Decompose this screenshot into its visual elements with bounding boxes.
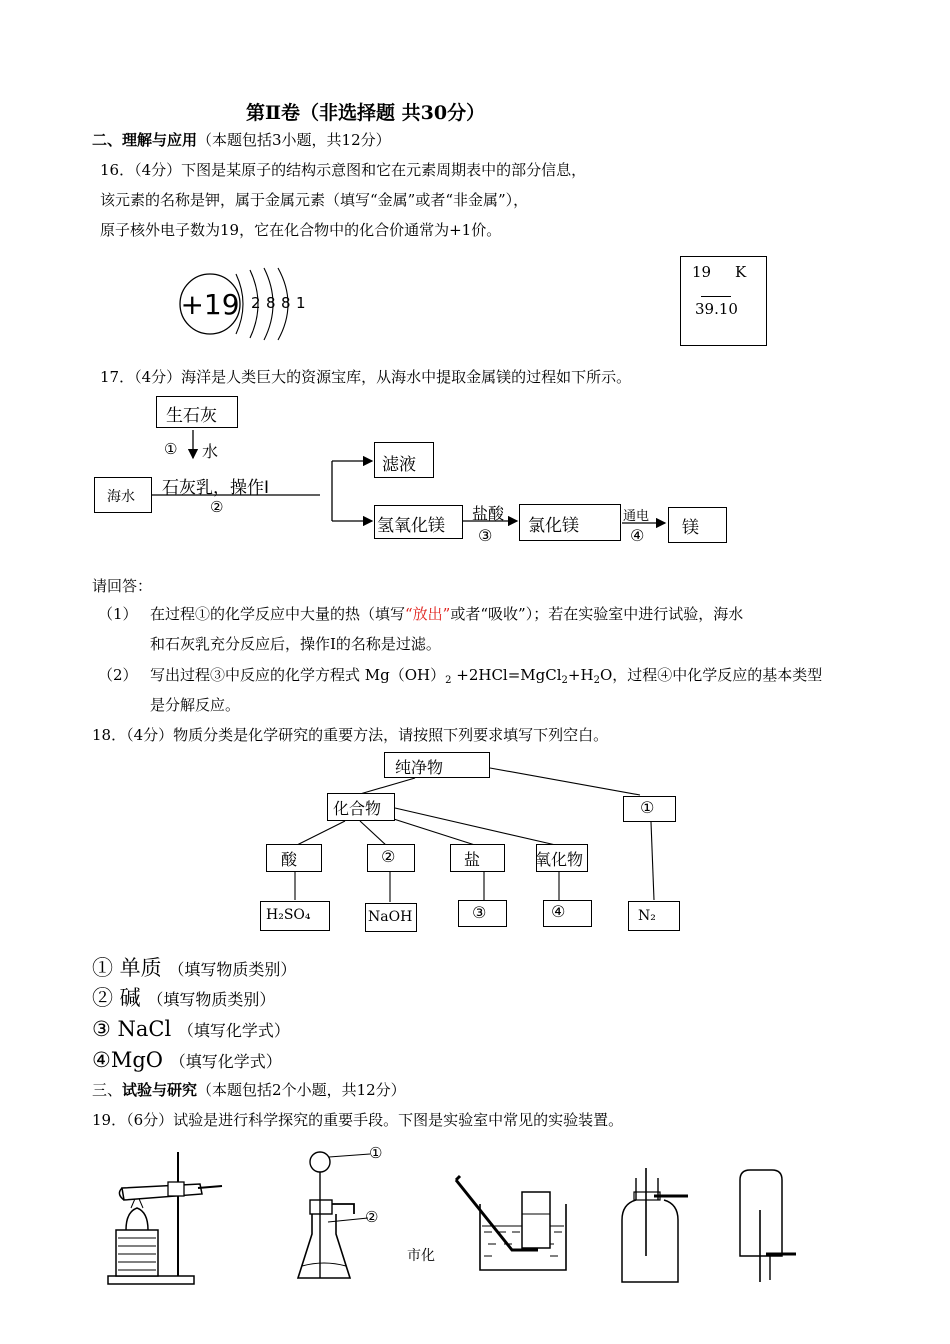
- q17-p2-sub3: 2: [561, 675, 568, 686]
- q18-stem: 18．（4分）物质分类是化学研究的重要方法，请按照下列要求填写下列空白。: [92, 726, 609, 744]
- q18-answer-3-hint: （填写化学式）: [177, 1021, 290, 1040]
- q17-stem: 17．（4分）海洋是人类巨大的资源宝库，从海水中提取金属镁的过程如下所示。: [100, 368, 632, 386]
- mgcl-label: 氯化镁: [528, 516, 579, 536]
- seawater-label: 海水: [107, 489, 135, 505]
- section2-note: （本题包括3小题，共12分）: [197, 131, 391, 149]
- step2-mark: ②: [210, 498, 224, 516]
- section3-label-b: 试验与研究: [122, 1081, 198, 1099]
- pure-substance-label: 纯净物: [395, 758, 444, 777]
- limemilk-label: 石灰乳，操作Ⅰ: [162, 478, 270, 498]
- q18-answer-1: [92, 955, 296, 983]
- q18-answer-3: [92, 1016, 290, 1044]
- apparatus-mark-2: ②: [365, 1208, 379, 1226]
- blank4-mark: ④: [551, 902, 566, 921]
- electric-label: 通电: [623, 509, 650, 524]
- magnesium-flow-diagram: [90, 392, 740, 552]
- classification-tree: [250, 748, 690, 938]
- atomic-mass: 39.10: [695, 300, 738, 318]
- q18-answer-1-hint: （填写物质类别）: [168, 960, 297, 979]
- q16-line1: 16．（4分）下图是某原子的结构示意图和它在元素周期表中的部分信息，: [100, 161, 587, 179]
- q17-p2-line2: 是分解反应。: [150, 696, 241, 714]
- naoh-label: NaOH: [368, 909, 413, 925]
- hcl-label: 盐酸: [472, 504, 505, 523]
- q17-p2-c: +H: [567, 666, 594, 684]
- element-symbol: K: [735, 263, 747, 281]
- mg-label: 镁: [682, 518, 699, 538]
- q17-p2-a: 写出过程③中反应的化学方程式 Mg（OH）: [150, 666, 446, 684]
- q17-p1-num: （1）: [98, 605, 138, 623]
- section3-heading: [92, 1080, 406, 1100]
- atom-structure-diagram: [170, 262, 320, 352]
- q17-p1-answer: “放出”: [405, 605, 451, 623]
- q17-p1-line2: 和石灰乳充分反应后，操作Ⅰ的名称是过滤。: [150, 635, 441, 653]
- paper-title: 第Ⅱ卷（非选择题 共30分）: [246, 102, 486, 124]
- acid-label: 酸: [281, 850, 298, 869]
- section3-label-a: 三、: [92, 1081, 123, 1099]
- q18-answer-4: [92, 1047, 282, 1075]
- q18-answer-2: [92, 985, 275, 1013]
- blank1-mark: ①: [640, 798, 655, 817]
- q17-p2-sub4: 2: [593, 675, 600, 686]
- apparatus-e-inverted-bottle: [730, 1164, 800, 1286]
- mgoh-label: 氢氧化镁: [377, 516, 445, 536]
- q18-answer-2-mark: ② 碱: [92, 986, 141, 1010]
- n2-label: N₂: [638, 908, 656, 924]
- salt-label: 盐: [464, 850, 481, 869]
- q16-line2: 该元素的名称是钾，属于金属元素（填写“金属”或者“非金属”），: [100, 191, 529, 209]
- answer-intro: 请回答：: [92, 577, 153, 595]
- h2so4-label: H₂SO₄: [266, 907, 311, 923]
- q19-stem: 19．（6分）试验是进行科学探究的重要手段。下图是实验室中常见的实验装置。: [92, 1111, 624, 1129]
- q17-p2-line1: [150, 665, 822, 691]
- atomic-number: 19: [692, 263, 712, 281]
- q17-p2-sub2: 2: [445, 675, 452, 686]
- compound-label: 化合物: [333, 799, 382, 818]
- apparatus-mark-1: ①: [369, 1144, 383, 1162]
- cell-divider: [701, 296, 731, 297]
- q16-line3: 原子核外电子数为19，它在化合物中的化合价通常为+1价。: [100, 221, 502, 239]
- step4-mark: ④: [630, 526, 645, 545]
- section2-heading: [92, 130, 391, 150]
- section2-label: 二、理解与应用: [92, 131, 198, 149]
- apparatus-d-gas-bottle: [618, 1164, 698, 1286]
- quicklime-label: 生石灰: [166, 406, 217, 426]
- step1-mark: ①: [164, 440, 178, 458]
- q17-p1-b: 或者“吸收”）；若在实验室中进行试验，海水: [450, 605, 744, 623]
- apparatus-a-heating-tube: [98, 1148, 228, 1290]
- periodic-table-cell: [680, 256, 767, 346]
- q17-p2-d: O，过程④中化学反应的基本类型: [599, 666, 823, 684]
- step3-mark: ③: [478, 526, 493, 545]
- q18-answer-4-hint: （填写化学式）: [169, 1052, 282, 1071]
- apparatus-c-water-trough: [450, 1170, 570, 1274]
- shell-count-3: 8: [281, 294, 291, 312]
- q17-p2-num: （2）: [98, 666, 138, 684]
- filtrate-label: 滤液: [382, 455, 416, 475]
- shell-count-4: 1: [296, 294, 306, 312]
- oxide-label: 氧化物: [535, 850, 584, 869]
- watermark-text: 市化: [407, 1248, 435, 1264]
- blank2-mark: ②: [381, 847, 396, 866]
- q17-p2-b: +2HCl=MgCl: [451, 666, 562, 684]
- q18-answer-1-mark: ① 单质: [92, 956, 162, 980]
- q17-p1-line1: [150, 604, 743, 624]
- blank3-mark: ③: [472, 903, 487, 922]
- nucleus-charge: +19: [180, 288, 240, 321]
- q18-answer-3-mark: ③ NaCl: [92, 1017, 172, 1041]
- water-label: 水: [202, 442, 219, 461]
- shell-count-2: 8: [266, 294, 276, 312]
- q18-answer-2-hint: （填写物质类别）: [147, 990, 276, 1009]
- section3-note: （本题包括2个小题，共12分）: [197, 1081, 406, 1099]
- apparatus-b-conical-flask: [292, 1142, 397, 1290]
- q18-answer-4-mark: ④MgO: [92, 1048, 163, 1072]
- q17-p1-a: 在过程①的化学反应中大量的热（填写: [150, 605, 406, 623]
- shell-count-1: 2: [251, 294, 261, 312]
